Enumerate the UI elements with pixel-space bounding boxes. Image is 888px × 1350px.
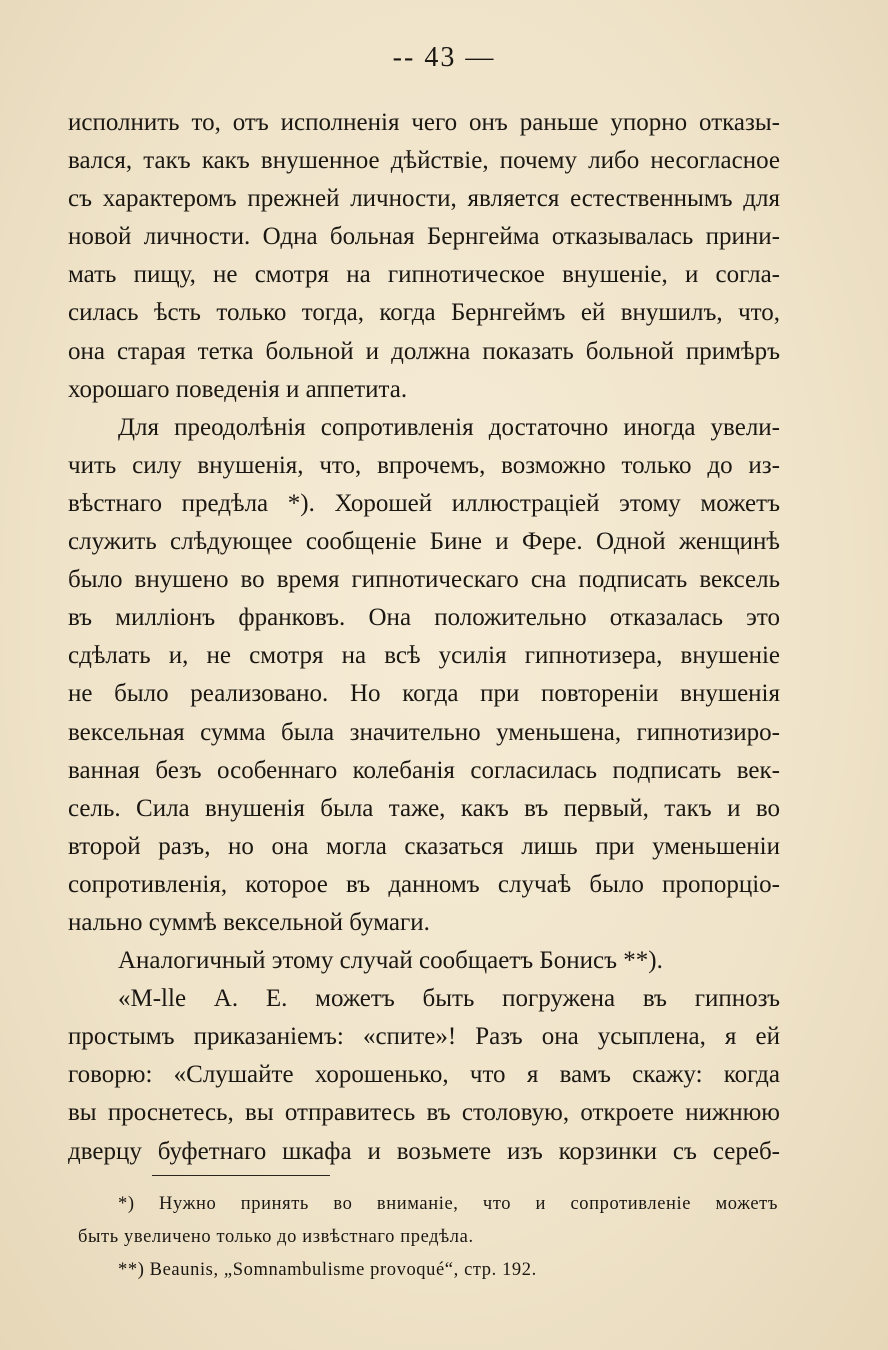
text-line: Аналогичный этому случай сообщаетъ Бонисъ **). bbox=[118, 947, 663, 975]
text-line: простымъ приказаніемъ: «спите»! Разъ она усыплена, я ей bbox=[68, 1023, 780, 1051]
text-line: сдѣлать и, не смотря на всѣ усилія гипнотизера, внушеніе bbox=[68, 642, 780, 670]
text-line: въ милліонъ франковъ. Она положительно отказалась это bbox=[68, 604, 780, 632]
text-line: говорю: «Слушайте хорошенько, что я вамъ скажу: когда bbox=[68, 1061, 780, 1089]
text-line: съ характеромъ прежней личности, является естественнымъ для bbox=[68, 185, 780, 213]
text-line: сель. Сила внушенія была таже, какъ въ первый, такъ и во bbox=[68, 794, 780, 822]
text-line: служить слѣдующее сообщеніе Бине и Фере. Одной женщинѣ bbox=[68, 528, 780, 556]
page-number: -- 43 — bbox=[392, 42, 496, 73]
text-line: ванная безъ особеннаго колебанія согласилась подписать век- bbox=[68, 756, 780, 784]
text-line: исполнить то, отъ исполненія чего онъ раньше упорно отказы- bbox=[68, 109, 780, 136]
text-line: нально суммѣ вексельной бумаги. bbox=[68, 908, 430, 936]
text-line: «M-lle А. Е. можетъ быть погружена въ гипнозъ bbox=[118, 985, 780, 1013]
body-text bbox=[68, 104, 780, 1171]
text-line: сопротивленія, которое въ данномъ случаѣ было пропорціо- bbox=[68, 870, 780, 898]
text-line: вѣстнаго предѣла *). Хорошей иллюстраціей этому можетъ bbox=[68, 489, 780, 517]
text-line: вексельная сумма была значительно уменьшена, гипнотизиро- bbox=[68, 718, 780, 746]
text-line: силась ѣсть только тогда, когда Бернгеймъ ей внушилъ, что, bbox=[68, 299, 780, 327]
footnote-line: *) Нужно принять во вниманіе, что и сопротивленіе можетъ bbox=[118, 1194, 778, 1214]
footnote-line: **) Beaunis, „Somnambulisme provoqué“, стр. 192. bbox=[118, 1260, 537, 1280]
text-line: новой личности. Одна больная Бернгейма отказывалась прини- bbox=[68, 223, 780, 251]
text-line: чить силу внушенія, что, впрочемъ, возможно только до из- bbox=[68, 451, 780, 479]
text-line: не было реализовано. Но когда при повтореніи внушенія bbox=[68, 680, 780, 708]
footnote-divider bbox=[152, 1175, 330, 1176]
text-line: она старая тетка больной и должна показать больной примѣръ bbox=[68, 337, 780, 365]
text-line: вы проснетесь, вы отправитесь въ столовую, откроете нижнюю bbox=[68, 1099, 780, 1127]
text-line: дверцу буфетнаго шкафа и возьмете изъ корзинки съ сереб- bbox=[68, 1137, 780, 1165]
text-line: было внушено во время гипнотическаго сна подписать вексель bbox=[68, 566, 780, 594]
text-line: второй разъ, но она могла сказаться лишь при уменьшеніи bbox=[68, 832, 780, 860]
footnotes bbox=[78, 1188, 778, 1287]
text-line: вался, такъ какъ внушенное дѣйствіе, почему либо несогласное bbox=[68, 147, 780, 175]
text-line: хорошаго поведенія и аппетита. bbox=[68, 375, 408, 403]
footnote-line: быть увеличено только до извѣстнаго предѣла. bbox=[78, 1227, 474, 1247]
text-line: мать пищу, не смотря на гипнотическое внушеніе, и согла- bbox=[68, 261, 780, 289]
text-line: Для преодолѣнія сопротивленія достаточно иногда увели- bbox=[118, 413, 780, 441]
